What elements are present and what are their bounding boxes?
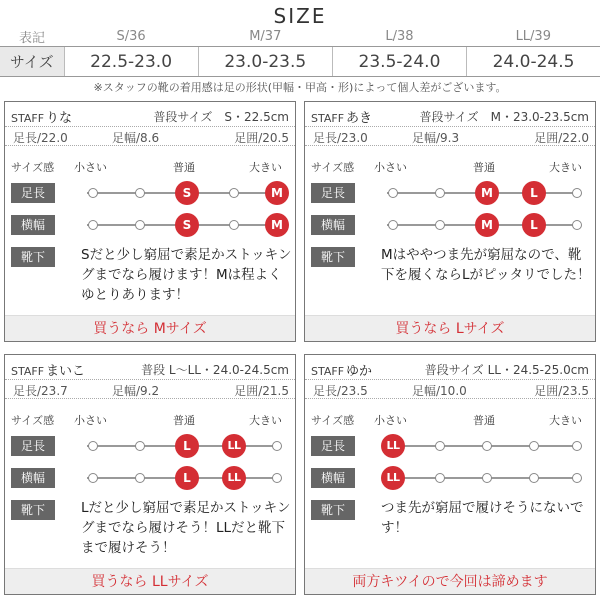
scale-normal: 普通	[473, 414, 495, 427]
staff-comment: つま先が窮屈で履けそうにないです！	[381, 500, 584, 536]
feel-label: サイズ感	[311, 414, 355, 427]
length-size-marker: M	[475, 181, 499, 205]
width-scale-dot	[88, 473, 98, 483]
width-scale-dot	[135, 220, 145, 230]
foot-width: 足幅/8.6	[112, 131, 160, 145]
row-label-socks: 靴下	[311, 500, 355, 520]
length-scale-dot	[272, 441, 282, 451]
staff-panel	[304, 101, 596, 342]
size-title: SIZE	[273, 4, 327, 28]
row-label-width: 横幅	[311, 215, 355, 235]
length-size-marker: L	[522, 181, 546, 205]
foot-measurements	[305, 379, 595, 399]
verdict: 買うなら Mサイズ	[5, 315, 295, 341]
width-size-marker: S	[175, 213, 199, 237]
row-label-length: 足長	[311, 183, 355, 203]
length-size-marker: S	[175, 181, 199, 205]
staff-name: ゆか	[346, 364, 373, 379]
foot-width: 足幅/10.0	[412, 384, 467, 398]
width-scale-dot	[572, 220, 582, 230]
size-table-value-row	[0, 47, 600, 77]
width-scale-dot	[572, 473, 582, 483]
staff-comment: Sだと少し窮屈で素足かストッキングまでなら履けます！Mは程よくゆとりあります！	[81, 247, 292, 303]
foot-girth: 足囲/20.5	[234, 131, 289, 145]
scale-large: 大きい	[549, 414, 582, 427]
usual-size: 普段サイズ M・23.0-23.5cm	[419, 110, 589, 124]
size-value-m: 23.0-23.5	[198, 47, 332, 77]
size-value-l: 23.5-24.0	[332, 47, 466, 77]
staff-tag: STAFF	[11, 365, 45, 378]
length-size-marker: LL	[222, 434, 246, 458]
row-label-width: 横幅	[11, 215, 55, 235]
width-size-marker: L	[175, 466, 199, 490]
size-header-s: S/36	[116, 29, 146, 44]
size-table-row-label: サイズ	[0, 47, 64, 77]
scale-normal: 普通	[173, 414, 195, 427]
size-header-l: L/38	[385, 29, 414, 44]
foot-measurements	[5, 379, 295, 399]
length-scale-dot	[388, 188, 398, 198]
size-table-header-row	[0, 27, 600, 47]
size-header-ll: LL/39	[515, 29, 551, 44]
row-label-socks: 靴下	[11, 247, 55, 267]
length-scale-dot	[135, 188, 145, 198]
length-scale-dot	[572, 188, 582, 198]
staff-tag: STAFF	[11, 112, 45, 125]
staff-header	[11, 107, 289, 125]
usual-size: 普段 L〜LL・24.0-24.5cm	[141, 363, 289, 377]
foot-length: 足長/23.7	[13, 384, 68, 398]
width-scale-dot	[435, 220, 445, 230]
width-scale-dot	[229, 220, 239, 230]
staff-name: あき	[346, 111, 373, 126]
length-scale-dot	[88, 441, 98, 451]
verdict: 両方キツイので今回は諦めます	[305, 568, 595, 594]
scale-small: 小さい	[74, 161, 107, 174]
width-size-marker: LL	[222, 466, 246, 490]
row-label-socks: 靴下	[11, 500, 55, 520]
foot-measurements	[305, 126, 595, 146]
width-scale-dot	[388, 220, 398, 230]
staff-header	[311, 107, 589, 125]
row-label-length: 足長	[11, 436, 55, 456]
width-scale-dot	[529, 473, 539, 483]
foot-girth: 足囲/21.5	[234, 384, 289, 398]
foot-width: 足幅/9.2	[112, 384, 160, 398]
feel-label: サイズ感	[11, 161, 55, 174]
scale-small: 小さい	[374, 161, 407, 174]
length-size-marker: M	[265, 181, 289, 205]
scale-small: 小さい	[374, 414, 407, 427]
size-table	[0, 27, 600, 77]
length-scale-dot	[88, 188, 98, 198]
scale-large: 大きい	[549, 161, 582, 174]
staff-header	[311, 360, 589, 378]
size-table-header-label: 表記	[18, 31, 45, 46]
size-value-s: 22.5-23.0	[64, 47, 198, 77]
staff-name: まいこ	[46, 364, 86, 379]
foot-length: 足長/23.0	[313, 131, 368, 145]
size-header-m: M/37	[249, 29, 282, 44]
width-size-marker: L	[522, 213, 546, 237]
scale-normal: 普通	[473, 161, 495, 174]
usual-size: 普段サイズ LL・24.5-25.0cm	[424, 363, 589, 377]
feel-label: サイズ感	[311, 161, 355, 174]
length-scale-dot	[435, 188, 445, 198]
foot-measurements	[5, 126, 295, 146]
feel-label: サイズ感	[11, 414, 55, 427]
staff-comment: Mはややつま先が窮屈なので、靴下を履くならLがピッタリでした！	[381, 247, 591, 283]
width-scale-dot	[135, 473, 145, 483]
fit-note: ※スタッフの靴の着用感は足の形状(甲幅・甲高・形)によって個人差がございます。	[93, 81, 507, 94]
scale-large: 大きい	[249, 161, 282, 174]
scale-normal: 普通	[173, 161, 195, 174]
staff-panel	[4, 354, 296, 595]
length-size-marker: L	[175, 434, 199, 458]
width-scale-dot	[435, 473, 445, 483]
foot-girth: 足囲/23.5	[534, 384, 589, 398]
size-value-ll: 24.0-24.5	[467, 47, 600, 77]
length-scale-dot	[572, 441, 582, 451]
width-size-marker: LL	[381, 466, 405, 490]
foot-width: 足幅/9.3	[412, 131, 460, 145]
staff-panel	[304, 354, 596, 595]
staff-name: りな	[46, 111, 73, 126]
verdict: 買うなら LLサイズ	[5, 568, 295, 594]
length-scale-dot	[435, 441, 445, 451]
row-label-width: 横幅	[311, 468, 355, 488]
row-label-length: 足長	[11, 183, 55, 203]
staff-tag: STAFF	[311, 112, 345, 125]
length-scale-dot	[529, 441, 539, 451]
length-scale-dot	[229, 188, 239, 198]
foot-girth: 足囲/22.0	[534, 131, 589, 145]
usual-size: 普段サイズ S・22.5cm	[153, 110, 289, 124]
staff-panel	[4, 101, 296, 342]
width-size-marker: M	[475, 213, 499, 237]
foot-length: 足長/23.5	[313, 384, 368, 398]
row-label-socks: 靴下	[311, 247, 355, 267]
staff-header	[11, 360, 289, 378]
row-label-length: 足長	[311, 436, 355, 456]
foot-length: 足長/22.0	[13, 131, 68, 145]
staff-tag: STAFF	[311, 365, 345, 378]
length-size-marker: LL	[381, 434, 405, 458]
verdict: 買うなら Lサイズ	[305, 315, 595, 341]
width-scale-dot	[88, 220, 98, 230]
width-size-marker: M	[265, 213, 289, 237]
scale-large: 大きい	[249, 414, 282, 427]
length-scale-dot	[482, 441, 492, 451]
scale-small: 小さい	[74, 414, 107, 427]
length-scale-dot	[135, 441, 145, 451]
staff-comment: Lだと少し窮屈で素足かストッキングまでなら履けそう！LLだと靴下まで履けそう！	[81, 500, 291, 556]
width-scale-dot	[482, 473, 492, 483]
row-label-width: 横幅	[11, 468, 55, 488]
width-scale-dot	[272, 473, 282, 483]
